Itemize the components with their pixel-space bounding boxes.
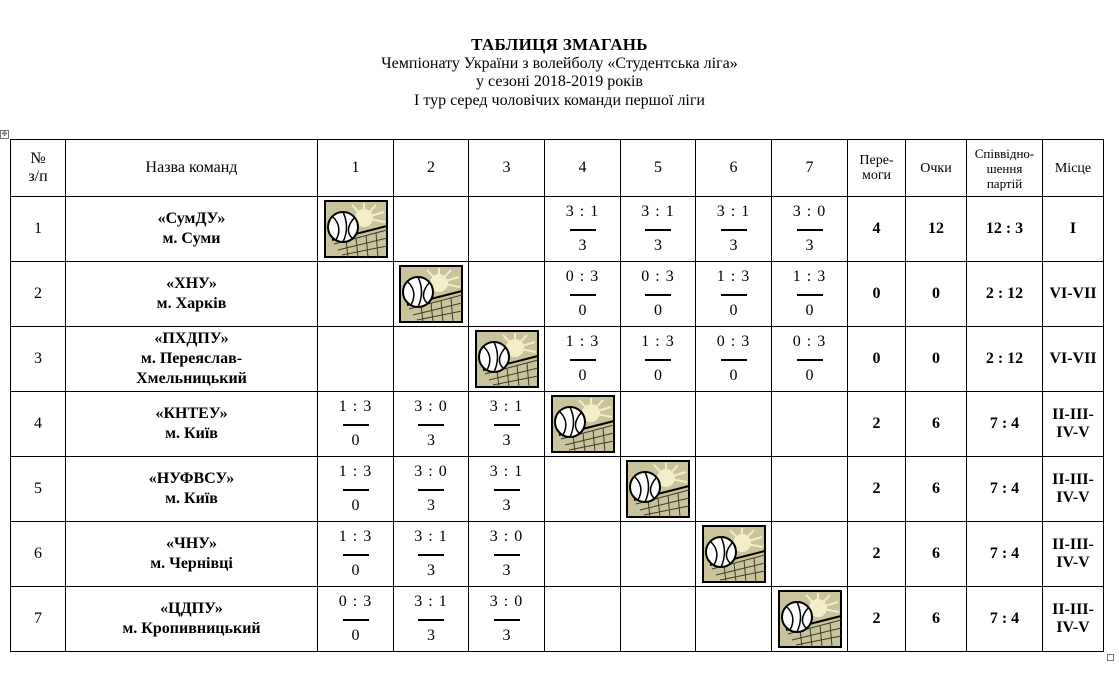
match-score bbox=[469, 392, 544, 456]
table-header-row bbox=[11, 140, 1104, 197]
team-city: м. Переяслав- bbox=[140, 350, 243, 367]
points-cell: 6 bbox=[906, 392, 967, 457]
match-score bbox=[394, 587, 468, 651]
header-team: Назва команд bbox=[66, 140, 318, 197]
table-row bbox=[11, 197, 1104, 262]
score-divider bbox=[570, 229, 596, 231]
header-col-2: 2 bbox=[394, 140, 469, 197]
diagonal-cell bbox=[545, 392, 621, 457]
score-cell bbox=[545, 522, 621, 587]
score-cell bbox=[772, 457, 848, 522]
score-cell bbox=[545, 587, 621, 652]
team-city: м. Чернівці bbox=[150, 555, 233, 572]
score-cell bbox=[772, 262, 848, 327]
score-divider bbox=[721, 359, 747, 361]
set-score: 3 : 0 bbox=[489, 528, 524, 545]
score-cell bbox=[318, 262, 394, 327]
set-score: 1 : 3 bbox=[338, 528, 373, 545]
score-divider bbox=[418, 554, 444, 556]
score-divider bbox=[797, 294, 823, 296]
team-name-cell bbox=[66, 392, 318, 457]
header-wins: Пере- моги bbox=[848, 140, 906, 197]
match-points: 0 bbox=[654, 367, 662, 384]
score-divider bbox=[494, 554, 520, 556]
score-divider bbox=[343, 489, 369, 491]
match-points: 0 bbox=[578, 302, 587, 319]
wins-cell: 0 bbox=[848, 327, 906, 392]
score-cell bbox=[394, 327, 469, 392]
set-score: 3 : 0 bbox=[414, 398, 448, 415]
match-points: 3 bbox=[502, 497, 511, 514]
team-city: м. Харків bbox=[156, 295, 227, 312]
score-cell bbox=[621, 522, 696, 587]
score-divider bbox=[418, 489, 444, 491]
match-score bbox=[772, 327, 847, 391]
team-name: «ЦДПУ» bbox=[160, 600, 223, 617]
team-name: «СумДУ» bbox=[157, 210, 226, 227]
score-divider bbox=[645, 294, 671, 296]
match-points: 3 bbox=[427, 497, 435, 514]
match-points: 0 bbox=[654, 302, 662, 319]
set-score: 0 : 3 bbox=[565, 268, 600, 285]
match-points: 3 bbox=[502, 627, 511, 644]
team-city: м. Кропивницький bbox=[122, 620, 261, 637]
match-points: 3 bbox=[805, 237, 814, 254]
header-num: № з/п bbox=[11, 140, 66, 197]
set-score: 3 : 1 bbox=[414, 593, 448, 610]
score-divider bbox=[343, 554, 369, 556]
header-ratio: Співвідно- шення партій bbox=[967, 140, 1043, 197]
set-score: 1 : 3 bbox=[565, 333, 600, 350]
place-value-cont: ІV-V bbox=[1056, 424, 1090, 441]
place-cell bbox=[1043, 327, 1104, 392]
score-cell bbox=[545, 197, 621, 262]
team-name: «НУФВСУ» bbox=[148, 470, 235, 487]
set-score: 1 : 3 bbox=[641, 333, 675, 350]
table-row bbox=[11, 392, 1104, 457]
set-score: 1 : 3 bbox=[338, 463, 373, 480]
row-number: 6 bbox=[11, 522, 66, 587]
score-divider bbox=[418, 619, 444, 621]
volleyball-icon bbox=[626, 460, 690, 518]
team-city: м. Суми bbox=[162, 230, 221, 247]
match-points: 3 bbox=[427, 432, 435, 449]
score-cell bbox=[394, 522, 469, 587]
diagonal-cell bbox=[394, 262, 469, 327]
set-score: 0 : 3 bbox=[792, 333, 827, 350]
set-score: 3 : 1 bbox=[716, 203, 751, 220]
score-divider bbox=[570, 294, 596, 296]
ratio-cell: 2 : 12 bbox=[967, 327, 1043, 392]
match-score bbox=[545, 197, 620, 261]
title-subtitle: Чемпіонату України з волейболу «Студентська ліга» bbox=[381, 54, 738, 72]
score-cell bbox=[545, 457, 621, 522]
points-cell: 6 bbox=[906, 522, 967, 587]
match-score bbox=[545, 327, 620, 391]
score-cell bbox=[696, 327, 772, 392]
place-cell bbox=[1043, 587, 1104, 652]
wins-cell: 2 bbox=[848, 457, 906, 522]
page-title: ТАБЛИЦЯ ЗМАГАНЬ bbox=[471, 35, 648, 54]
score-cell bbox=[772, 392, 848, 457]
score-cell bbox=[469, 262, 545, 327]
header-place: Місце bbox=[1043, 140, 1104, 197]
match-points: 3 bbox=[502, 562, 511, 579]
table-row bbox=[11, 587, 1104, 652]
match-score bbox=[696, 197, 771, 261]
place-value: VI-VII bbox=[1049, 350, 1097, 367]
set-score: 3 : 0 bbox=[792, 203, 827, 220]
table-row bbox=[11, 327, 1104, 392]
diagonal-cell bbox=[469, 327, 545, 392]
score-divider bbox=[645, 229, 671, 231]
ratio-cell: 2 : 12 bbox=[967, 262, 1043, 327]
table-row bbox=[11, 457, 1104, 522]
score-cell bbox=[621, 327, 696, 392]
score-cell bbox=[772, 327, 848, 392]
team-name: «ХНУ» bbox=[166, 275, 217, 292]
place-value: ІІ-ІІІ- bbox=[1052, 471, 1094, 488]
set-score: 3 : 0 bbox=[489, 593, 524, 610]
ratio-cell: 7 : 4 bbox=[967, 587, 1043, 652]
match-score bbox=[469, 457, 544, 521]
score-divider bbox=[797, 359, 823, 361]
wins-cell: 2 bbox=[848, 522, 906, 587]
row-number: 1 bbox=[11, 197, 66, 262]
score-cell bbox=[772, 197, 848, 262]
header-col-3: 3 bbox=[469, 140, 545, 197]
match-score bbox=[318, 587, 393, 651]
row-number: 7 bbox=[11, 587, 66, 652]
match-score bbox=[394, 392, 468, 456]
title-season: у сезоні 2018-2019 років bbox=[476, 73, 643, 90]
team-name-cell bbox=[66, 262, 318, 327]
score-divider bbox=[645, 359, 671, 361]
team-name-cell bbox=[66, 587, 318, 652]
score-cell bbox=[696, 197, 772, 262]
ratio-cell: 7 : 4 bbox=[967, 392, 1043, 457]
diagonal-cell bbox=[318, 197, 394, 262]
match-points: 0 bbox=[351, 562, 360, 579]
wins-cell: 2 bbox=[848, 587, 906, 652]
set-score: 0 : 3 bbox=[338, 593, 373, 610]
match-points: 0 bbox=[351, 627, 360, 644]
place-cell bbox=[1043, 457, 1104, 522]
score-divider bbox=[494, 619, 520, 621]
score-cell bbox=[469, 197, 545, 262]
wins-cell: 4 bbox=[848, 197, 906, 262]
team-name-cell bbox=[66, 522, 318, 587]
score-divider bbox=[721, 229, 747, 231]
score-cell bbox=[394, 587, 469, 652]
row-number: 2 bbox=[11, 262, 66, 327]
score-cell bbox=[318, 522, 394, 587]
team-city: м. Київ bbox=[165, 490, 218, 507]
score-cell bbox=[469, 392, 545, 457]
score-divider bbox=[418, 424, 444, 426]
points-cell: 6 bbox=[906, 587, 967, 652]
place-value: ІІ-ІІІ- bbox=[1052, 601, 1094, 618]
team-name-cell bbox=[66, 327, 318, 392]
score-cell bbox=[621, 587, 696, 652]
title-block bbox=[0, 36, 1119, 110]
place-value: VI-VII bbox=[1049, 285, 1097, 302]
set-score: 3 : 1 bbox=[565, 203, 600, 220]
match-points: 3 bbox=[729, 237, 738, 254]
match-score bbox=[772, 197, 847, 261]
place-value: ІІ-ІІІ- bbox=[1052, 536, 1094, 553]
volleyball-icon bbox=[702, 525, 766, 583]
points-cell: 0 bbox=[906, 262, 967, 327]
match-score bbox=[318, 392, 393, 456]
header-col-1: 1 bbox=[318, 140, 394, 197]
score-cell bbox=[318, 457, 394, 522]
volleyball-icon bbox=[475, 330, 539, 388]
ratio-cell: 7 : 4 bbox=[967, 457, 1043, 522]
score-cell bbox=[318, 587, 394, 652]
score-divider bbox=[494, 489, 520, 491]
wins-cell: 2 bbox=[848, 392, 906, 457]
set-score: 3 : 1 bbox=[641, 203, 675, 220]
match-points: 0 bbox=[729, 367, 738, 384]
score-cell bbox=[394, 197, 469, 262]
score-divider bbox=[343, 619, 369, 621]
team-name: «КНТЕУ» bbox=[155, 405, 228, 422]
header-col-4: 4 bbox=[545, 140, 621, 197]
resize-handle-icon[interactable] bbox=[1107, 654, 1114, 661]
points-cell: 0 bbox=[906, 327, 967, 392]
score-cell bbox=[318, 327, 394, 392]
match-score bbox=[469, 522, 544, 586]
score-cell bbox=[469, 522, 545, 587]
place-value-cont: ІV-V bbox=[1056, 554, 1090, 571]
set-score: 1 : 3 bbox=[792, 268, 827, 285]
match-score bbox=[696, 327, 771, 391]
diagonal-cell bbox=[696, 522, 772, 587]
match-score bbox=[394, 522, 468, 586]
row-number: 5 bbox=[11, 457, 66, 522]
row-number: 4 bbox=[11, 392, 66, 457]
title-round: І тур серед чоловічих команди першої ліги bbox=[414, 91, 705, 109]
match-points: 0 bbox=[805, 367, 814, 384]
match-score bbox=[696, 262, 771, 326]
set-score: 0 : 3 bbox=[716, 333, 751, 350]
team-name-cell bbox=[66, 197, 318, 262]
score-divider bbox=[494, 424, 520, 426]
match-points: 0 bbox=[578, 367, 587, 384]
team-city-cont: Хмельницький bbox=[136, 370, 247, 387]
match-points: 3 bbox=[502, 432, 511, 449]
ratio-cell: 12 : 3 bbox=[967, 197, 1043, 262]
score-cell bbox=[394, 392, 469, 457]
place-cell bbox=[1043, 392, 1104, 457]
score-cell bbox=[469, 587, 545, 652]
match-score bbox=[772, 262, 847, 326]
score-divider bbox=[797, 229, 823, 231]
set-score: 1 : 3 bbox=[338, 398, 373, 415]
score-cell bbox=[621, 197, 696, 262]
match-points: 0 bbox=[351, 497, 360, 514]
place-value-cont: ІV-V bbox=[1056, 619, 1090, 636]
score-cell bbox=[772, 522, 848, 587]
set-score: 3 : 1 bbox=[414, 528, 448, 545]
score-cell bbox=[394, 457, 469, 522]
score-cell bbox=[469, 457, 545, 522]
team-name: «ПХДПУ» bbox=[154, 330, 229, 347]
set-score: 0 : 3 bbox=[641, 268, 675, 285]
volleyball-icon bbox=[551, 395, 615, 453]
match-score bbox=[318, 457, 393, 521]
place-value: ІІ-ІІІ- bbox=[1052, 406, 1094, 423]
move-handle-icon[interactable]: ✥ bbox=[1, 130, 8, 138]
score-cell bbox=[621, 262, 696, 327]
match-points: 0 bbox=[729, 302, 738, 319]
match-points: 3 bbox=[427, 562, 435, 579]
header-col-6: 6 bbox=[696, 140, 772, 197]
match-points: 3 bbox=[578, 237, 587, 254]
score-cell bbox=[318, 392, 394, 457]
score-cell bbox=[696, 262, 772, 327]
header-col-7: 7 bbox=[772, 140, 848, 197]
match-points: 3 bbox=[427, 627, 435, 644]
set-score: 3 : 0 bbox=[414, 463, 448, 480]
table-row bbox=[11, 522, 1104, 587]
match-score bbox=[621, 262, 695, 326]
points-cell: 6 bbox=[906, 457, 967, 522]
place-value-cont: ІV-V bbox=[1056, 489, 1090, 506]
set-score: 3 : 1 bbox=[489, 463, 524, 480]
team-name-cell bbox=[66, 457, 318, 522]
ratio-cell: 7 : 4 bbox=[967, 522, 1043, 587]
match-points: 3 bbox=[654, 237, 662, 254]
match-points: 0 bbox=[351, 432, 360, 449]
score-cell bbox=[545, 262, 621, 327]
set-score: 1 : 3 bbox=[716, 268, 751, 285]
wins-cell: 0 bbox=[848, 262, 906, 327]
place-value: І bbox=[1069, 220, 1077, 237]
match-points: 0 bbox=[805, 302, 814, 319]
score-cell bbox=[696, 457, 772, 522]
team-name: «ЧНУ» bbox=[166, 535, 217, 552]
team-city: м. Київ bbox=[165, 425, 218, 442]
match-score bbox=[621, 327, 695, 391]
diagonal-cell bbox=[772, 587, 848, 652]
volleyball-icon bbox=[778, 590, 842, 648]
table-row bbox=[11, 262, 1104, 327]
header-col-5: 5 bbox=[621, 140, 696, 197]
volleyball-icon bbox=[399, 265, 463, 323]
points-cell: 12 bbox=[906, 197, 967, 262]
score-divider bbox=[343, 424, 369, 426]
match-score bbox=[394, 457, 468, 521]
set-score: 3 : 1 bbox=[489, 398, 524, 415]
score-cell bbox=[545, 327, 621, 392]
diagonal-cell bbox=[621, 457, 696, 522]
match-score bbox=[621, 197, 695, 261]
place-cell bbox=[1043, 197, 1104, 262]
place-cell bbox=[1043, 262, 1104, 327]
volleyball-icon bbox=[324, 200, 388, 258]
match-score bbox=[318, 522, 393, 586]
score-cell bbox=[696, 392, 772, 457]
score-divider bbox=[721, 294, 747, 296]
match-score bbox=[545, 262, 620, 326]
row-number: 3 bbox=[11, 327, 66, 392]
place-cell bbox=[1043, 522, 1104, 587]
match-score bbox=[469, 587, 544, 651]
score-cell bbox=[696, 587, 772, 652]
score-cell bbox=[621, 392, 696, 457]
standings-table bbox=[10, 139, 1104, 652]
header-points: Очки bbox=[906, 140, 967, 197]
score-divider bbox=[570, 359, 596, 361]
